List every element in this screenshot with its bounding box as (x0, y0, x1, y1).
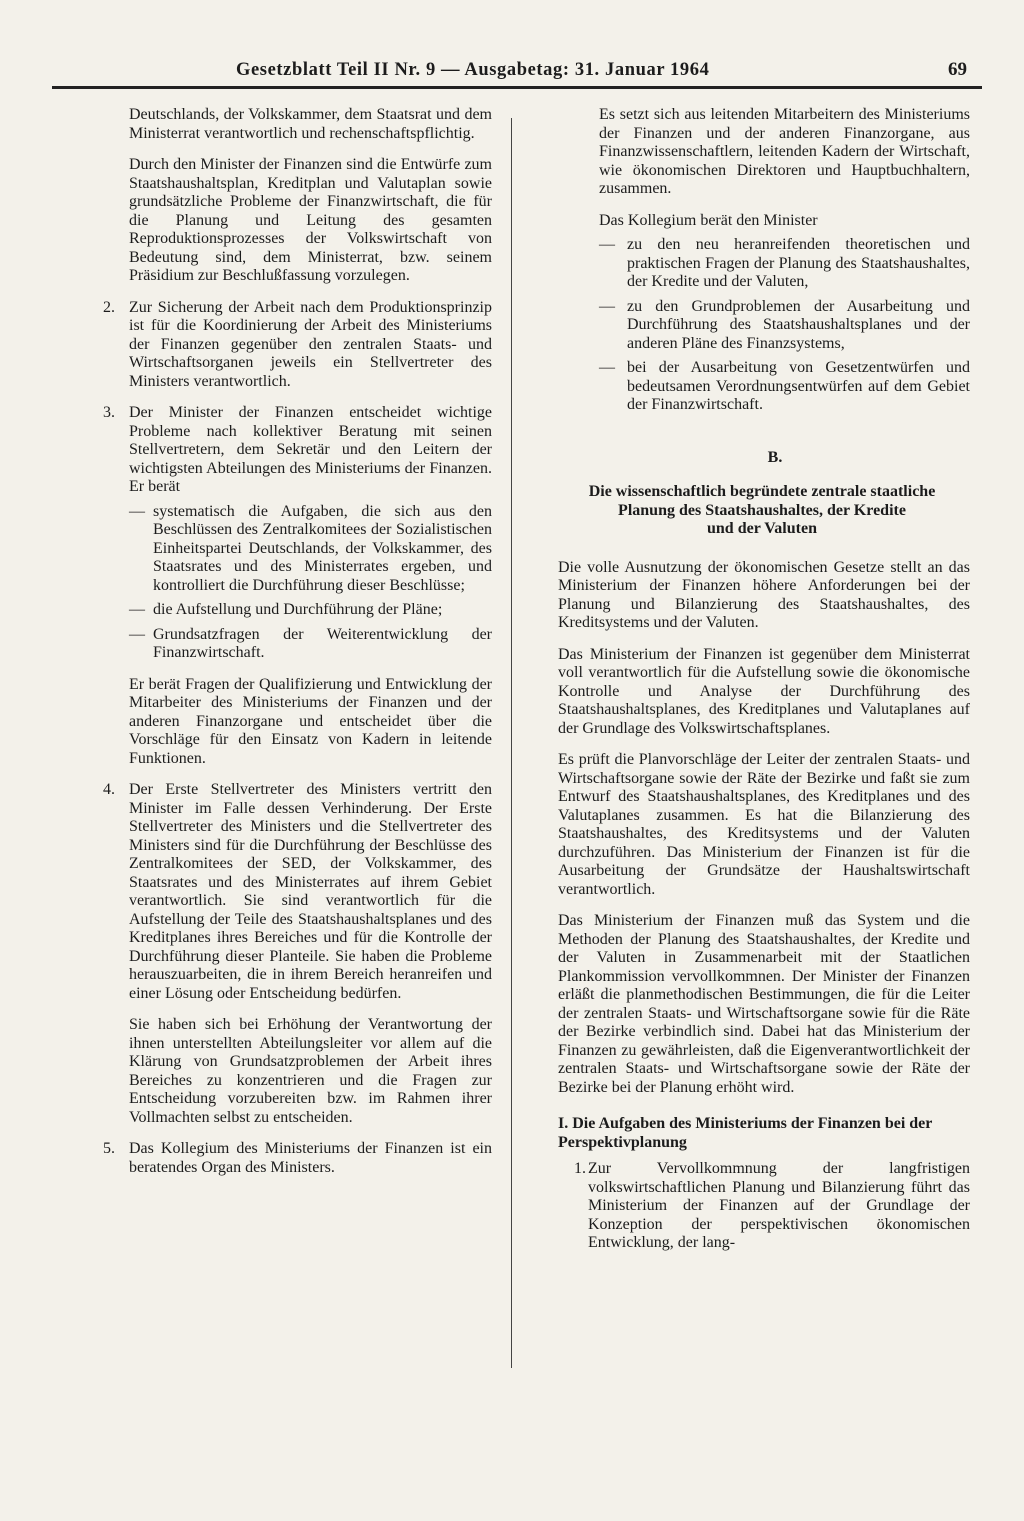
numbered-item-4 (100, 781, 492, 1003)
left-column (100, 106, 492, 1177)
item-number: 1. (574, 1160, 586, 1177)
item-text: Das Kollegium des Ministeriums der Finanzen ist ein beratendes Organ des Ministers. (129, 1140, 492, 1176)
section-heading-line: Planung des Staatshaushaltes, der Kredite (618, 501, 906, 519)
dash-bullet: — (129, 625, 145, 643)
sub-numbered-item-1 (530, 1160, 970, 1253)
item-text: Zur Sicherung der Arbeit nach dem Produktionsprinzip ist für die Koordinierung der Arbeit des Ministeriums der Finanzen gegenüber den zentralen Staats- und Wirtschaftsorganen jeweils ein Stellvertreter des Ministers verantwortlich. (129, 298, 492, 390)
item-number: 2. (103, 298, 115, 316)
numbered-item-2 (100, 299, 492, 392)
item-number: 3. (103, 404, 115, 421)
item-text: Der Minister der Finanzen entscheidet wichtige Probleme nach kollektiver Beratung mit seinen Stellvertretern, dem Sekretär und den Leitern der wichtigsten Abteilungen des Ministeriums der Finanzen. Er berät (129, 404, 492, 495)
section-heading-line: und der Valuten (707, 520, 817, 537)
right-column (530, 106, 970, 1253)
dash-bullet: — (129, 601, 145, 618)
dash-item-text: die Aufstellung und Durchführung der Pläne; (153, 601, 443, 618)
dash-list-item (100, 601, 492, 620)
kollegium-dash-list (530, 236, 970, 415)
numbered-item-3 (100, 404, 492, 497)
dash-list-item (100, 503, 492, 596)
section-letter: B. (767, 448, 783, 466)
gazette-header-title: Gesetzblatt Teil II Nr. 9 — Ausgabetag: 31. Januar 1964 (236, 60, 710, 80)
dash-list-item (100, 626, 492, 663)
numbered-item-5 (100, 1140, 492, 1177)
header-rule (52, 86, 982, 89)
body-paragraph: Es prüft die Planvorschläge der Leiter der zentralen Staats- und Wirtschaftsorgane sowie der Räte der Bezirke und faßt sie zum Entwurf des Staatshaushaltsplanes, des Kreditplanes und des Valutaplanes zusammen. Es hat die Bilanzierung des Staatshaushaltes, des Kreditsystems und der Valuten durchzuführen. Das Ministerium der Finanzen ist für die Ausarbeitung der Grundsätze der Haushaltswirtschaft verantwortlich. (558, 751, 970, 898)
continued-paragraph: Es setzt sich aus leitenden Mitarbeitern des Ministeriums der Finanzen und der anderen Finanzorgane, aus Finanzwissenschaftlern, leitenden Kadern der Wirtschaft, wie ökonomischen Direktoren und Hauptbuchhaltern, zusammen. (599, 106, 970, 197)
dash-bullet: — (129, 502, 145, 520)
page-number: 69 (948, 59, 967, 80)
kollegium-intro: Das Kollegium berät den Minister (599, 211, 818, 229)
dash-bullet: — (599, 236, 615, 253)
section-heading-line: Die wissenschaftlich begründete zentrale staatliche (588, 483, 936, 500)
body-paragraph: Das Ministerium der Finanzen muß das System und die Methoden der Planung des Staatshaushaltes, der Kredite und der Valuten in Zusammenarbeit mit der Staatlichen Plankommission vervollkommnen. Der Minister der Finanzen erläßt die planmethodischen Bestimmungen, die für die Leiter der zentralen Staats- und Wirtschaftsorgane sowie für die Räte der Bezirke verbindlich sind. Dabei hat das Ministerium der Finanzen zu gewährleisten, daß die Eigenverantwortlichkeit der zentralen Staats- und Wirtschaftsorgane sowie der Räte der Bezirke bei der Planung erhöht wird. (558, 912, 970, 1096)
section-heading (530, 483, 970, 539)
item-text: Der Erste Stellvertreter des Ministers vertritt den Minister im Falle dessen Verhinderung. Der Erste Stellvertreter des Ministers und die Stellvertreter des Ministers sind für die Durchführung der Beschlüsse des Zentralkomitees der SED, der Volkskammer, des Staatsrates und des Ministerrates auf ihrem Gebiet verantwortlich. Sie sind verantwortlich für die Aufstellung der Teile des Staatshaushaltsplanes und des Kreditplanes ihres Bereiches und für die Kontrolle der Durchführung dieser Planteile. Sie haben die Probleme herauszuarbeiten, die in ihrem Bereich heranreifen und einer Lösung oder Entscheidung bedürfen. (129, 781, 492, 1002)
continued-paragraph: Deutschlands, der Volkskammer, dem Staatsrat und dem Ministerrat verantwortlich und rechenschaftspflichtig. (129, 106, 492, 142)
dash-list-item (599, 298, 970, 354)
dash-list-item (599, 359, 970, 415)
dash-item-text: zu den neu heranreifenden theoretischen und praktischen Fragen der Planung des Staatshaushaltes, der Kredite und der Valuten, (627, 236, 970, 290)
paragraph-minister: Durch den Minister der Finanzen sind die Entwürfe zum Staatshaushaltsplan, Kreditplan und Valutaplan sowie grundsätzliche Probleme der Finanzwirtschaft, die für die Planung und Leitung des gesamten Reproduktionsprozesses der Volkswirtschaft von Bedeutung sind, dem Ministerrat, bzw. seinem Präsidium zur Beschlußfassung vorzulegen. (129, 156, 492, 284)
item-text: Zur Vervollkommnung der langfristigen volkswirtschaftlichen Planung und Bilanzierung führt das Ministerium der Finanzen auf der Grundlage der Konzeption der perspektivischen ökonomischen Entwicklung, der lang- (588, 1160, 970, 1251)
dash-item-text: Grundsatzfragen der Weiterentwicklung der Finanzwirtschaft. (153, 625, 492, 661)
sub-heading: I. Die Aufgaben des Ministeriums der Finanzen bei der Perspektivplanung (558, 1115, 933, 1151)
dash-item-text: bei der Ausarbeitung von Gesetzentwürfen und bedeutsamen Verordnungsentwürfen auf dem Gebiet der Finanzwirtschaft. (627, 359, 970, 413)
dash-item-text: systematisch die Aufgaben, die sich aus den Beschlüssen des Zentralkomitees der Sozialistischen Einheitspartei Deutschlands, der Volkskammer, des Staatsrates und des Ministerrates ergeben, und kontrolliert die Durchführung dieser Beschlüsse; (153, 502, 492, 594)
dash-item-text: zu den Grundproblemen der Ausarbeitung und Durchführung des Staatshaushaltsplanes und der anderen Pläne des Finanzsystems, (627, 297, 970, 352)
dash-bullet: — (599, 297, 615, 315)
dash-list-item (599, 236, 970, 292)
dash-bullet: — (599, 359, 615, 376)
body-paragraph: Das Ministerium der Finanzen ist gegenüber dem Ministerrat voll verantwortlich für die Aufstellung sowie die ökonomische Kontrolle und Analyse der Durchführung des Staatshaushaltsplanes, des Kreditplanes und Valutaplanes auf der Grundlage des Volkswirtschaftsplanes. (558, 645, 970, 737)
item-4-followup: Sie haben sich bei Erhöhung der Verantwortung der ihnen unterstellten Abteilungsleiter vor allem auf die Klärung von Grundsatzproblemen der Arbeit ihres Bereiches zu konzentrieren und die Fragen zur Entscheidung vorzubereiten bzw. im Rahmen ihrer Vollmachten selbst zu entscheiden. (129, 1016, 492, 1126)
item-number: 5. (103, 1140, 115, 1157)
item-number: 4. (103, 781, 115, 798)
column-divider (511, 118, 512, 1368)
body-paragraph: Die volle Ausnutzung der ökonomischen Gesetze stellt an das Ministerium der Finanzen höhere Anforderungen bei der Planung und Bilanzierung des Staatshaushaltes, des Kreditsystems und der Valuten. (558, 558, 970, 631)
item-3-followup: Er berät Fragen der Qualifizierung und Entwicklung der Mitarbeiter des Ministeriums der Finanzen und der anderen Finanzorgane und entscheidet über die Vorschläge für den Einsatz von Kadern in leitende Funktionen. (129, 675, 492, 767)
